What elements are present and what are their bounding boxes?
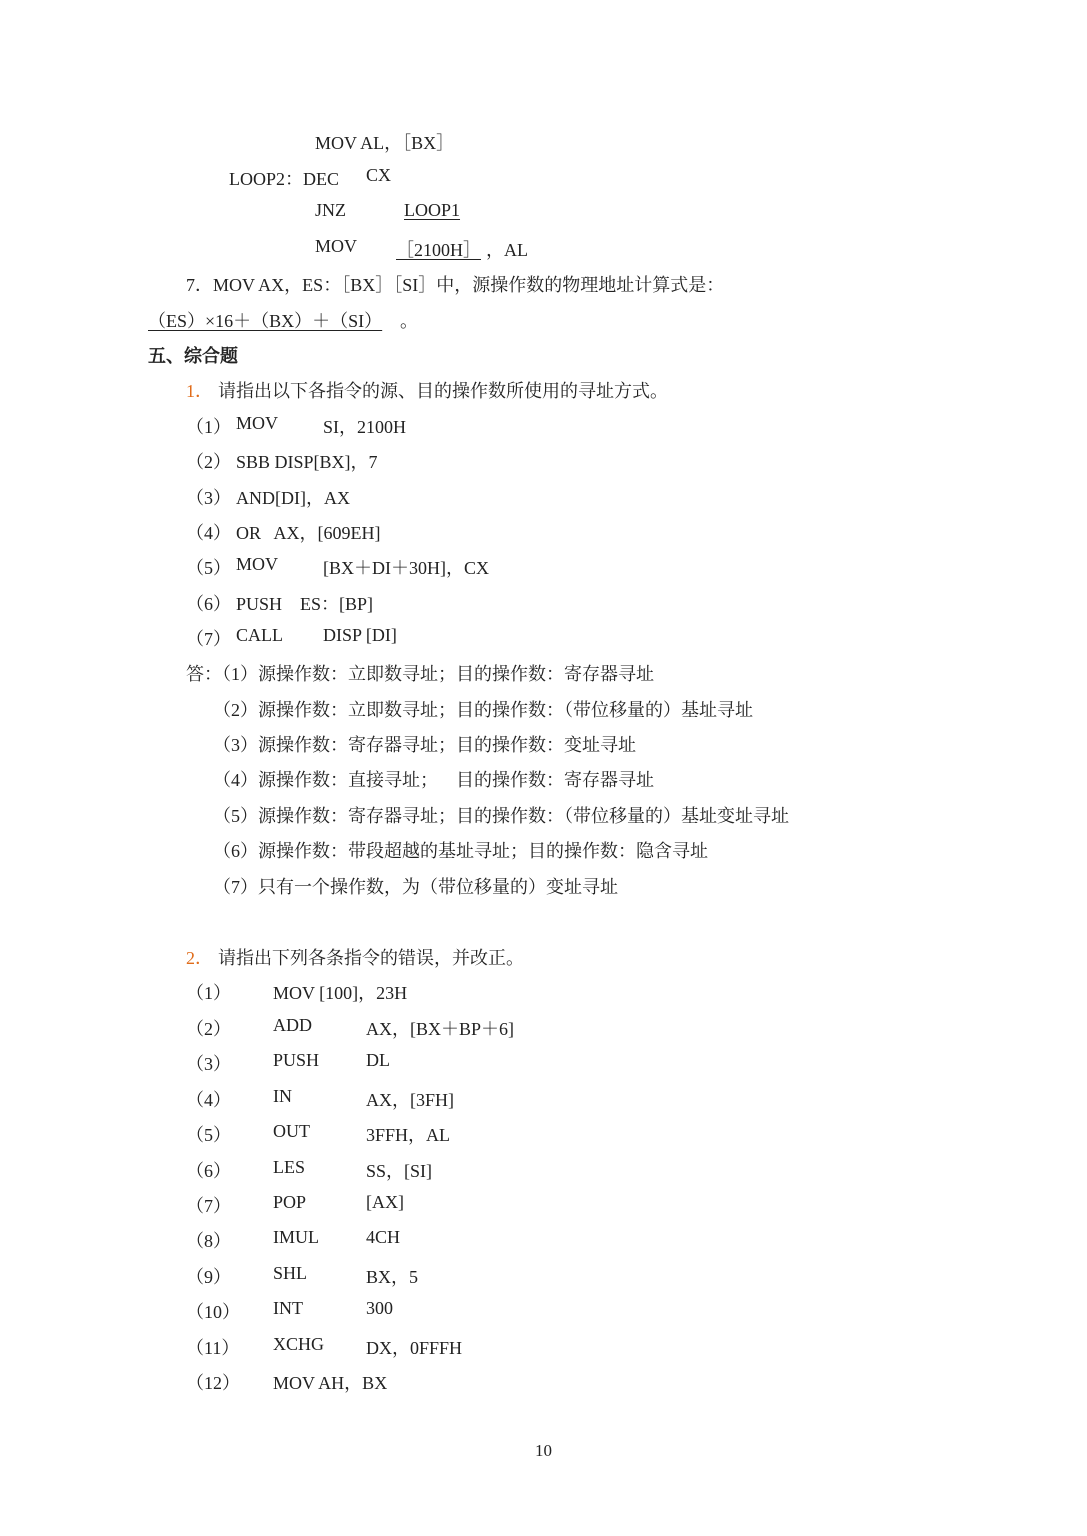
q2-item-op: INT bbox=[273, 1298, 303, 1318]
code-line-4-tail: ，AL bbox=[486, 240, 528, 260]
q1-item-op: MOV bbox=[236, 554, 279, 574]
code-line-3-op: JNZ bbox=[315, 200, 346, 220]
q1-item-arg: SI，2100H bbox=[323, 417, 407, 437]
q2-item-op: IN bbox=[273, 1086, 292, 1106]
q1-item-num: （7） bbox=[186, 629, 231, 649]
q7-text: 7．MOV AX，ES：［BX］［SI］中，源操作数的物理地址计算式是： bbox=[186, 275, 725, 295]
answer-line: （3）源操作数：寄存器寻址；目的操作数：变址寻址 bbox=[213, 735, 636, 755]
q1-item-num: （1） bbox=[186, 417, 231, 437]
q2-item-num: （10） bbox=[186, 1302, 240, 1322]
q2-item-num: （3） bbox=[186, 1054, 231, 1074]
q2-item-arg: 300 bbox=[366, 1298, 393, 1318]
answer-line: （2）源操作数：立即数寻址；目的操作数：（带位移量的）基址寻址 bbox=[213, 700, 753, 720]
q2-item-num: （9） bbox=[186, 1267, 231, 1287]
q2-item-num: （1） bbox=[186, 983, 231, 1003]
q2-item-op: PUSH bbox=[273, 1050, 320, 1070]
q1-item-op: AND[DI]，AX bbox=[236, 488, 350, 508]
q1-item-op: OR AX，[609EH] bbox=[236, 523, 381, 543]
q1-item-num: （4） bbox=[186, 523, 231, 543]
q2-item-op: SHL bbox=[273, 1263, 308, 1283]
q1-item-num: （3） bbox=[186, 488, 231, 508]
q1-item-num: （2） bbox=[186, 452, 231, 472]
q2-item-num: （6） bbox=[186, 1161, 231, 1181]
q2-item-op: IMUL bbox=[273, 1227, 319, 1247]
q2-item-op: LES bbox=[273, 1157, 306, 1177]
code-line-1: MOV AL，［BX］ bbox=[315, 133, 455, 153]
q2-item-arg: 3FFH，AL bbox=[366, 1125, 451, 1145]
answer-line: 答：（1）源操作数：立即数寻址；目的操作数：寄存器寻址 bbox=[186, 664, 654, 684]
answer-line: （7）只有一个操作数，为（带位移量的）变址寻址 bbox=[213, 877, 618, 897]
q2-item-op: MOV [100]，23H bbox=[273, 983, 408, 1003]
code-line-4-blank: ［2100H］ bbox=[396, 240, 481, 260]
q1-item-op: SBB DISP[BX]，7 bbox=[236, 452, 378, 472]
q7-answer: （ES）×16＋（BX）＋（SI） bbox=[148, 311, 383, 331]
q1-item-arg: DISP [DI] bbox=[323, 625, 397, 645]
q1-item-num: （6） bbox=[186, 594, 231, 614]
q2-item-num: （11） bbox=[186, 1338, 240, 1358]
answer-line: （6）源操作数：带段超越的基址寻址；目的操作数：隐含寻址 bbox=[213, 841, 708, 861]
page-number: 10 bbox=[535, 1441, 552, 1460]
q1-item-op: CALL bbox=[236, 625, 283, 645]
code-line-2-operand: CX bbox=[366, 165, 392, 185]
q2-item-op: XCHG bbox=[273, 1334, 325, 1354]
q2-item-num: （2） bbox=[186, 1019, 231, 1039]
q2-item-arg: BX，5 bbox=[366, 1267, 419, 1287]
q2-item-arg: DX，0FFFH bbox=[366, 1338, 463, 1358]
q2-item-num: （12） bbox=[186, 1373, 240, 1393]
q2-item-op: POP bbox=[273, 1192, 307, 1212]
q2-number: 2． bbox=[186, 948, 213, 968]
answer-line: （4）源操作数：直接寻址； 目的操作数：寄存器寻址 bbox=[213, 770, 654, 790]
q2-item-num: （5） bbox=[186, 1125, 231, 1145]
code-line-4-op: MOV bbox=[315, 236, 358, 256]
q2-item-arg: AX，[BX＋BP＋6] bbox=[366, 1019, 515, 1039]
q2-item-arg: 4CH bbox=[366, 1227, 401, 1247]
q2-item-op: MOV AH，BX bbox=[273, 1373, 388, 1393]
q1-number: 1． bbox=[186, 381, 213, 401]
code-line-2-label: LOOP2：DEC bbox=[229, 169, 340, 189]
q2-item-num: （8） bbox=[186, 1231, 231, 1251]
q2-item-arg: SS，[SI] bbox=[366, 1161, 433, 1181]
q2-item-op: ADD bbox=[273, 1015, 312, 1035]
q7-answer-tail: 。 bbox=[400, 311, 418, 331]
q2-text: 请指出下列各条指令的错误，并改正。 bbox=[218, 948, 524, 968]
q2-item-num: （7） bbox=[186, 1196, 231, 1216]
code-line-3-blank: LOOP1 bbox=[404, 200, 461, 220]
q2-item-arg: DL bbox=[366, 1050, 390, 1070]
q1-item-op: PUSH ES：[BP] bbox=[236, 594, 374, 614]
section-heading: 五、综合题 bbox=[148, 346, 238, 366]
q2-item-arg: [AX] bbox=[366, 1192, 404, 1212]
q1-item-op: MOV bbox=[236, 413, 279, 433]
q1-text: 请指出以下各指令的源、目的操作数所使用的寻址方式。 bbox=[218, 381, 668, 401]
answer-line: （5）源操作数：寄存器寻址；目的操作数：（带位移量的）基址变址寻址 bbox=[213, 806, 789, 826]
q2-item-arg: AX，[3FH] bbox=[366, 1090, 454, 1110]
q1-item-num: （5） bbox=[186, 558, 231, 578]
q2-item-op: OUT bbox=[273, 1121, 310, 1141]
q2-item-num: （4） bbox=[186, 1090, 231, 1110]
q1-item-arg: [BX＋DI＋30H]，CX bbox=[323, 558, 489, 578]
